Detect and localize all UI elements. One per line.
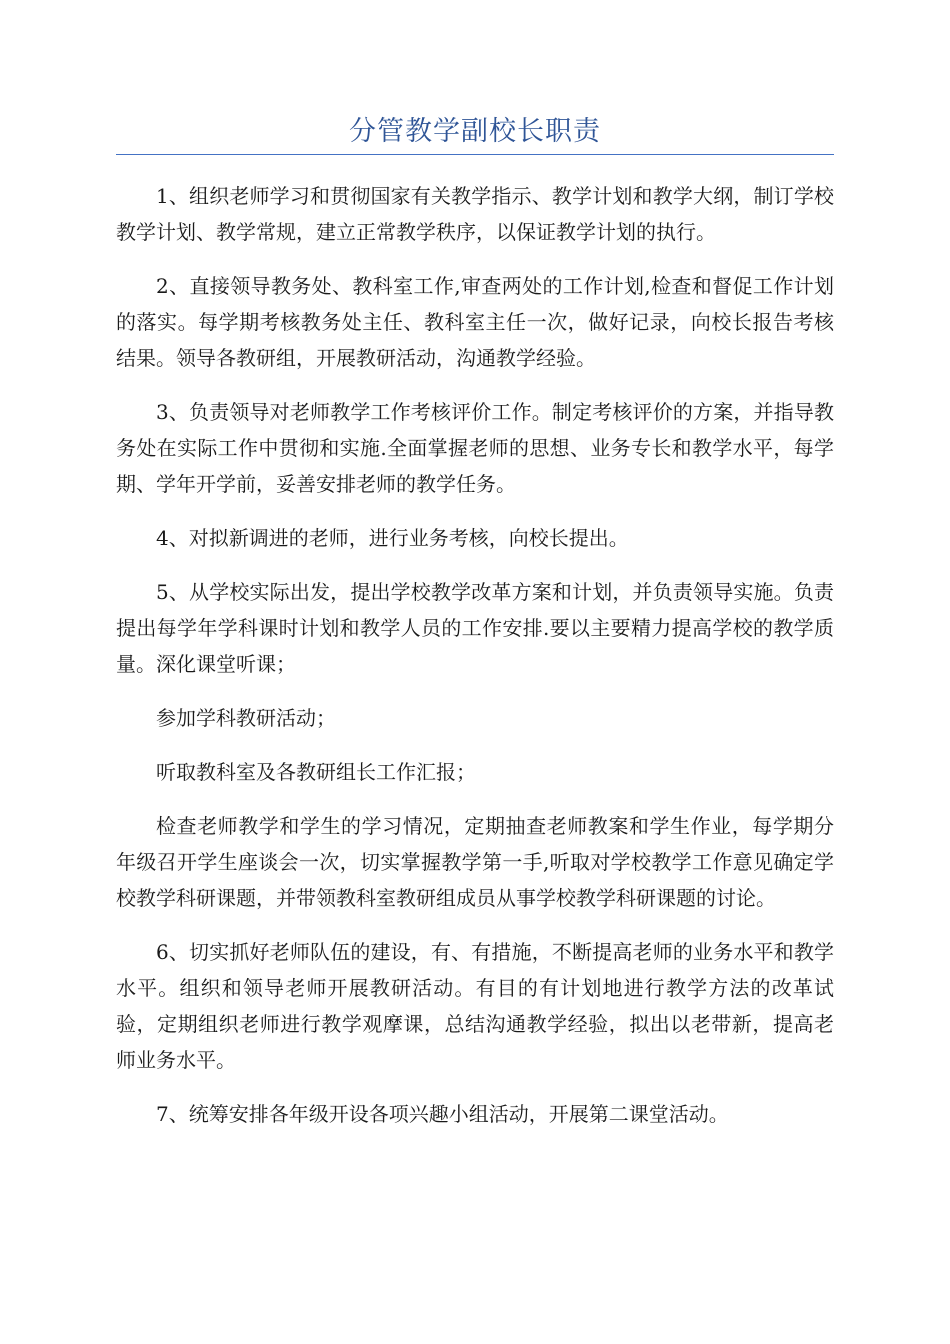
document-body (116, 178, 834, 1150)
paragraph-2: 2、直接领导教务处、教科室工作,审查两处的工作计划,检查和督促工作计划的落实。每学期考核教务处主任、教科室主任一次，做好记录，向校长报告考核结果。领导各教研组，开展教研活动，沟通教学经验。 (116, 274, 834, 370)
paragraph-7: 7、统筹安排各年级开设各项兴趣小组活动，开展第二课堂活动。 (156, 1102, 729, 1126)
paragraph-6: 6、切实抓好老师队伍的建设，有、有措施，不断提高老师的业务水平和教学水平。组织和领导老师开展教研活动。有目的有计划地进行教学方法的改革试验，定期组织老师进行教学观摩课，总结沟通教学经验，拟出以老带新，提高老师业务水平。 (116, 940, 834, 1072)
title-underline (116, 154, 834, 155)
paragraph-4: 4、对拟新调进的老师，进行业务考核，向校长提出。 (156, 526, 629, 550)
paragraph-3: 3、负责领导对老师教学工作考核评价工作。制定考核评价的方案，并指导教务处在实际工作中贯彻和实施.全面掌握老师的思想、业务专长和教学水平，每学期、学年开学前，妥善安排老师的教学任务。 (116, 400, 834, 496)
document-title: 分管教学副校长职责 (349, 116, 601, 147)
paragraph-1: 1、组织老师学习和贯彻国家有关教学指示、教学计划和教学大纲，制订学校教学计划、教学常规，建立正常教学秩序，以保证教学计划的执行。 (116, 184, 834, 244)
paragraph-5b: 听取教科室及各教研组长工作汇报； (156, 760, 476, 784)
paragraph-5c: 检查老师教学和学生的学习情况，定期抽查老师教案和学生作业，每学期分年级召开学生座谈会一次，切实掌握教学第一手,听取对学校教学工作意见确定学校教学科研课题，并带领教科室教研组成员从事学校教学科研课题的讨论。 (116, 814, 834, 910)
paragraph-5a: 参加学科教研活动； (156, 706, 336, 730)
paragraph-5: 5、从学校实际出发，提出学校教学改革方案和计划，并负责领导实施。负责提出每学年学科课时计划和教学人员的工作安排.要以主要精力提高学校的教学质量。深化课堂听课； (116, 580, 834, 676)
